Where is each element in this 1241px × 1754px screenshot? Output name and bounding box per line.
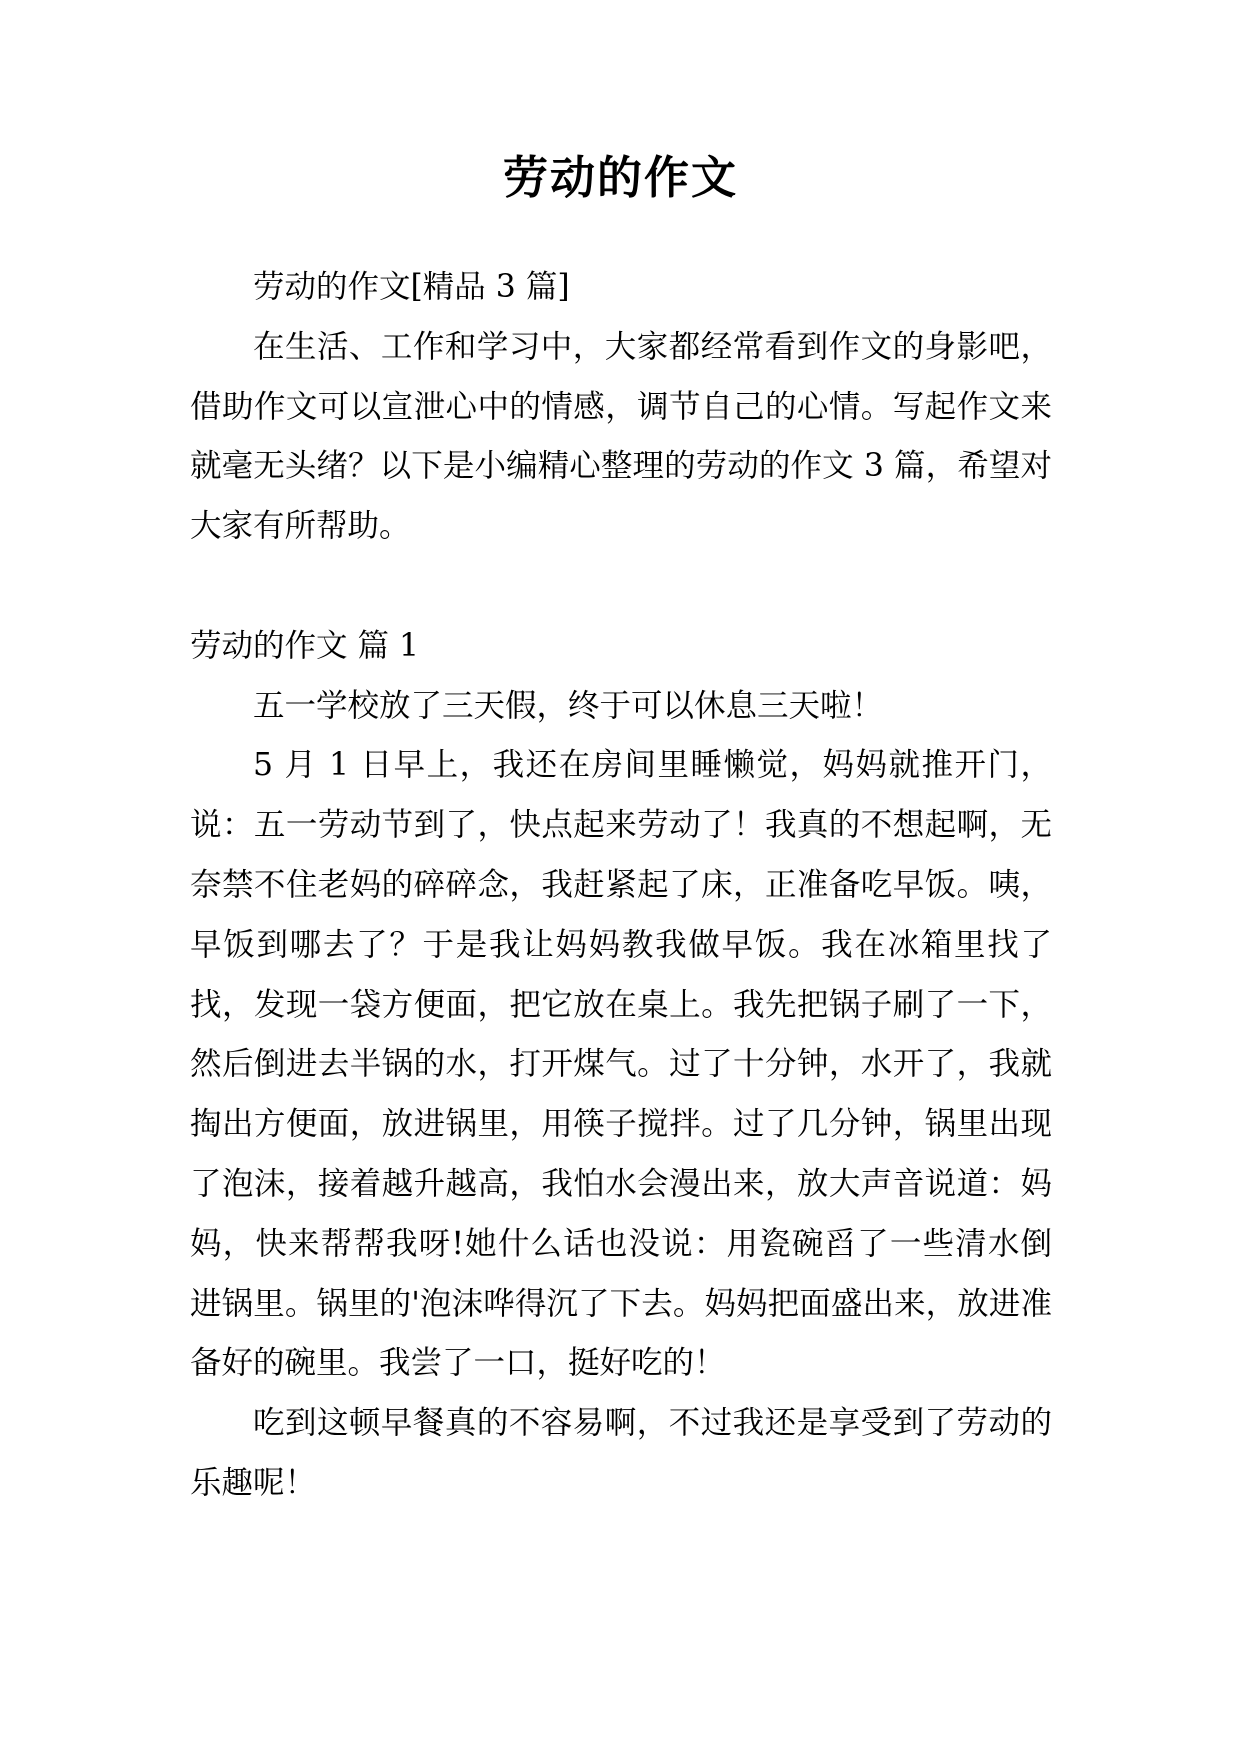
intro-paragraph: 在生活、工作和学习中，大家都经常看到作文的身影吧，借助作文可以宣泄心中的情感，调节自己的心情。写起作文来就毫无头绪？以下是小编精心整理的劳动的作文 3 篇，希望对大家有所帮助。 xyxy=(190,328,1052,545)
body-paragraph: 吃到这顿早餐真的不容易啊，不过我还是享受到了劳动的乐趣呢！ xyxy=(190,1405,1052,1501)
document-body xyxy=(190,258,1052,1514)
document-title: 劳动的作文 xyxy=(502,151,738,204)
section-heading: 劳动的作文 篇 1 xyxy=(190,627,420,664)
body-paragraph: 5 月 1 日早上，我还在房间里睡懒觉，妈妈就推开门，说：五一劳动节到了，快点起来劳动了！我真的不想起啊，无奈禁不住老妈的碎碎念，我赶紧起了床，正准备吃早饭。咦，早饭到哪去了？于是我让妈妈教我做早饭。我在冰箱里找了找，发现一袋方便面，把它放在桌上。我先把锅子刷了一下，然后倒进去半锅的水，打开煤气。过了十分钟，水开了，我就掏出方便面，放进锅里，用筷子搅拌。过了几分钟，锅里出现了泡沫，接着越升越高，我怕水会漫出来，放大声音说道：妈妈，快来帮帮我呀!她什么话也没说：用瓷碗舀了一些清水倒进锅里。锅里的'泡沫哗得沉了下去。妈妈把面盛出来，放进准备好的碗里。我尝了一口，挺好吃的！ xyxy=(190,747,1052,1382)
document-subtitle: 劳动的作文[精品 3 篇] xyxy=(253,269,570,305)
body-paragraph: 五一学校放了三天假，终于可以休息三天啦！ xyxy=(253,687,884,724)
